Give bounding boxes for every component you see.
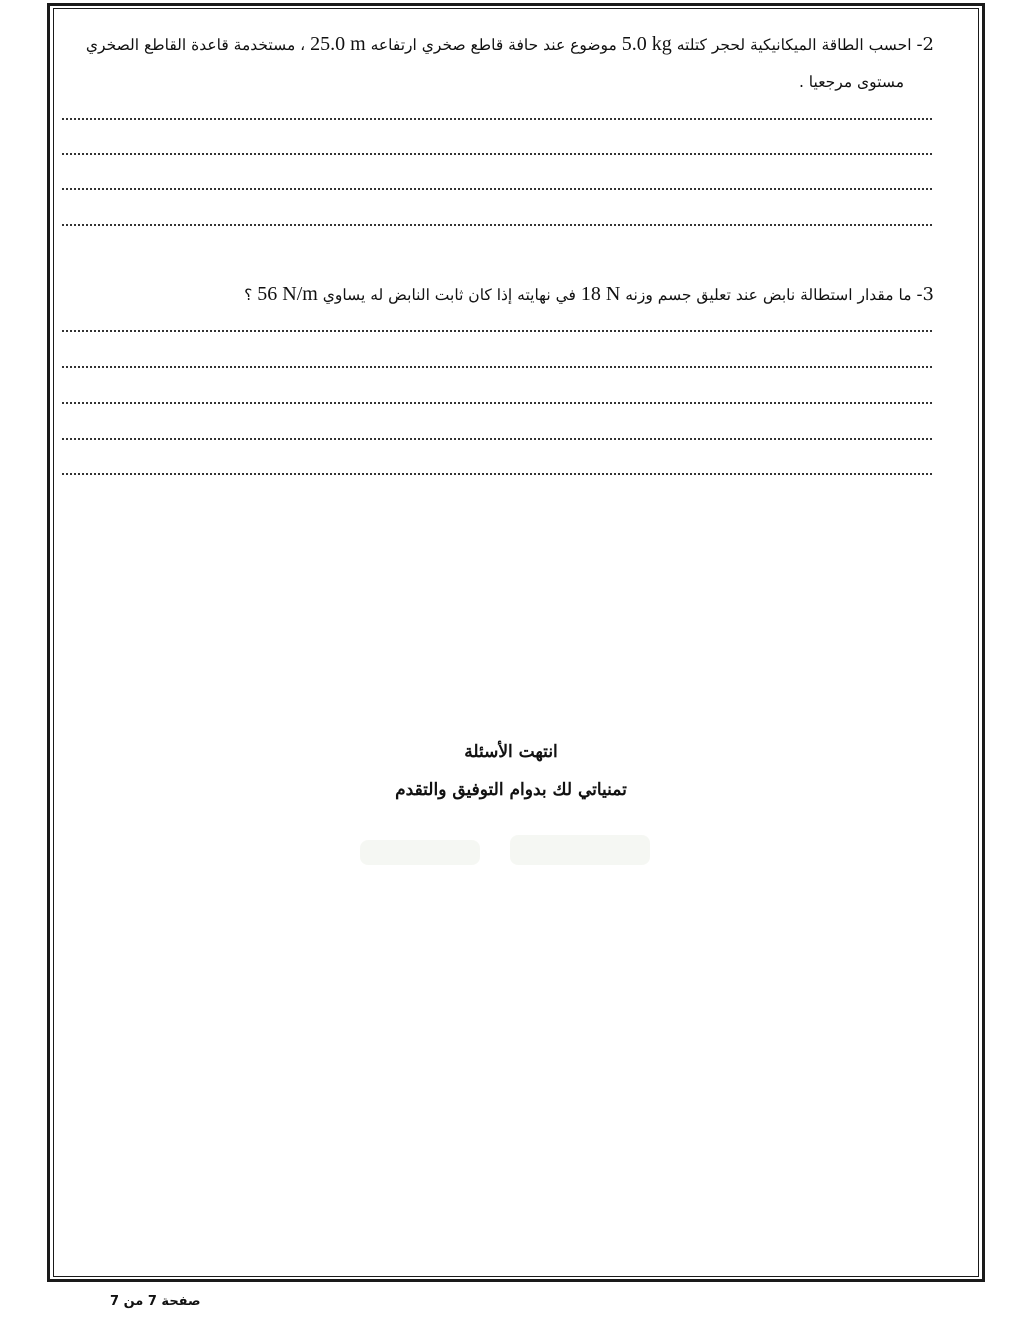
answer-line-q3-3[interactable] — [62, 402, 932, 404]
page-number: صفحة 7 من 7 — [110, 1294, 201, 1309]
question-3-text-b: في نهايته إذا كان ثابت النابض له يساوي — [322, 286, 576, 304]
question-3-line — [62, 272, 934, 317]
answer-line-q3-1[interactable] — [62, 330, 932, 332]
question-2-height: 25.0 m — [310, 33, 366, 55]
page-border-inner — [53, 8, 979, 1277]
question-2-line-1 — [62, 22, 934, 67]
answer-line-q2-1[interactable] — [62, 118, 932, 120]
answer-line-q3-2[interactable] — [62, 366, 932, 368]
answer-line-q3-4[interactable] — [62, 438, 932, 440]
question-2-text-a: احسب الطاقة الميكانيكية لحجر كتلته — [676, 36, 912, 54]
question-2 — [62, 22, 934, 97]
question-3-constant: 56 N/m — [257, 283, 318, 305]
faint-watermark-graphic — [360, 830, 660, 875]
question-2-number: 2- — [916, 34, 934, 55]
question-2-text-c: ، مستخدمة قاعدة القاطع الصخري — [85, 36, 306, 54]
closing-wish: تمنياتي لك بدوام التوفيق والتقدم — [395, 780, 627, 800]
question-3-text-a: ما مقدار استطالة نابض عند تعليق جسم وزنه — [625, 286, 912, 304]
end-of-questions-title: انتهت الأسئلة — [464, 742, 558, 762]
answer-line-q3-5[interactable] — [62, 473, 932, 475]
answer-line-q2-3[interactable] — [62, 188, 932, 190]
question-3 — [62, 272, 934, 317]
question-2-mass: 5.0 kg — [621, 33, 672, 55]
question-3-weight: 18 N — [580, 283, 621, 305]
question-3-question-mark: ؟ — [244, 286, 253, 304]
answer-line-q2-2[interactable] — [62, 153, 932, 155]
question-2-line-2: مستوى مرجعيا . — [798, 73, 904, 91]
answer-line-q2-4[interactable] — [62, 224, 932, 226]
question-3-number: 3- — [916, 284, 934, 305]
question-2-text-b: موضوع عند حافة قاطع صخري ارتفاعه — [370, 36, 617, 54]
